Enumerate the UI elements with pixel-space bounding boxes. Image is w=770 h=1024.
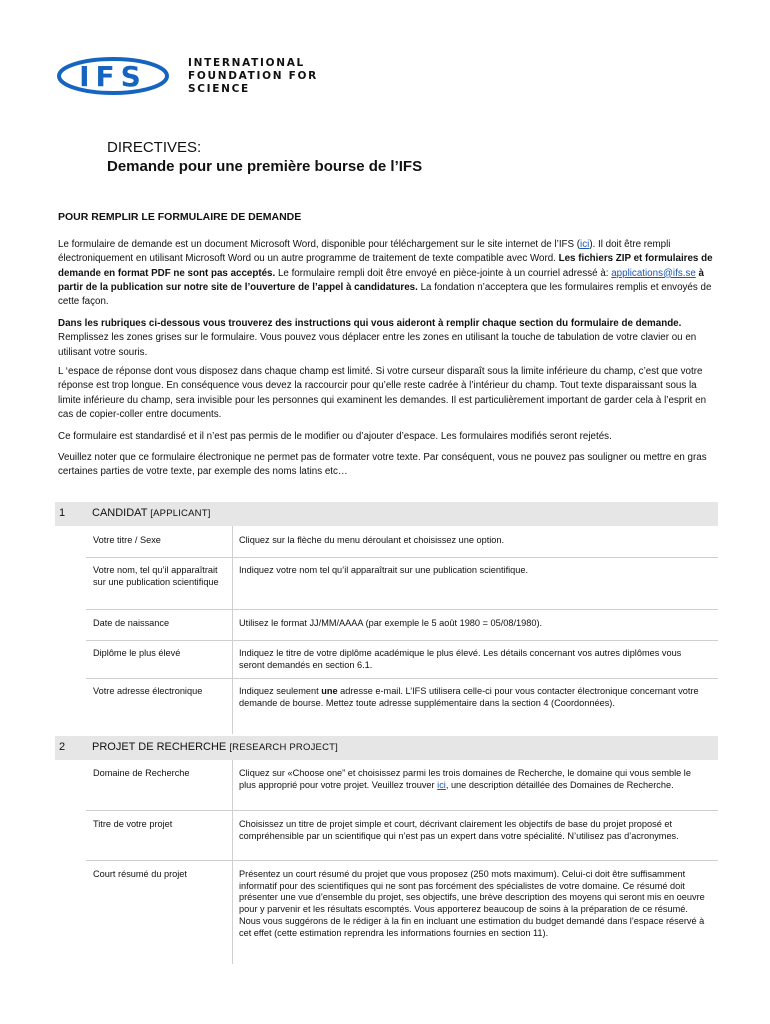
field-label: Court résumé du projet bbox=[93, 869, 187, 879]
column-divider bbox=[232, 526, 233, 557]
text-span: , une description détaillée des Domaines de Recherche. bbox=[445, 779, 674, 790]
instructions-paragraph-2 bbox=[58, 317, 718, 360]
table-row bbox=[86, 526, 718, 558]
section-header-projet bbox=[55, 736, 718, 760]
table-row bbox=[86, 640, 718, 679]
field-instruction: Indiquez votre nom tel qu’il apparaîtrait sur une publication scientifique. bbox=[239, 565, 529, 575]
organization-name-line: FOUNDATION FOR bbox=[188, 70, 318, 82]
download-link[interactable]: ici bbox=[580, 239, 590, 250]
field-label: Titre de votre projet bbox=[93, 819, 173, 829]
organization-name-line: INTERNATIONAL bbox=[188, 57, 305, 69]
document-header bbox=[107, 138, 422, 177]
field-label: Date de naissance bbox=[93, 618, 170, 628]
ifs-logo-text: IFS bbox=[79, 60, 147, 93]
field-instruction: Utilisez le format JJ/MM/AAAA (par exemple le 5 août 1980 = 05/08/1980). bbox=[239, 618, 543, 628]
column-divider bbox=[232, 860, 233, 964]
column-divider bbox=[232, 609, 233, 640]
ifs-logo bbox=[57, 55, 169, 97]
text-span: Le formulaire rempli doit être envoyé en pièce-jointe à un courriel adressé à: bbox=[275, 267, 612, 279]
field-label: Diplôme le plus élevé bbox=[93, 648, 181, 658]
table-row bbox=[86, 860, 718, 964]
section-title-text: CANDIDAT bbox=[92, 507, 148, 519]
field-instruction: Choisissez un titre de projet simple et court, décrivant clairement les objectifs de base du projet proposé et compréhensible par un scientifique qui n’est pas un expert dans votre spécialité. N’utilisez pas d’acronymes. bbox=[239, 819, 679, 841]
text-span: Indiquez seulement bbox=[239, 686, 322, 696]
section-title bbox=[92, 507, 211, 519]
text-span: ). Il doit être rempli électroniquement en utilisant Microsoft Word ou un autre programme de traitement de texte compatible avec Word. bbox=[58, 239, 671, 265]
instructions-paragraph-5: Veuillez noter que ce formulaire électronique ne permet pas de formater votre texte. Par conséquent, vous ne pouvez pas souligner ou mettre en gras certaines parties de votre texte, par exemple des noms latins etc… bbox=[58, 452, 707, 478]
section-title-text: PROJET DE RECHERCHE bbox=[92, 741, 227, 753]
column-divider bbox=[232, 557, 233, 609]
field-label: Domaine de Recherche bbox=[93, 768, 190, 778]
bold-text: Dans les rubriques ci-dessous vous trouverez des instructions qui vous aideront à remplir chaque section du formulaire de demande. bbox=[58, 318, 682, 329]
section-number: 2 bbox=[59, 741, 66, 753]
section-subtitle: [RESEARCH PROJECT] bbox=[229, 742, 338, 753]
text-span: La fondation n’acceptera que les formulaires remplis et envoyés de cette façon. bbox=[58, 281, 712, 308]
organization-name-line: SCIENCE bbox=[188, 83, 250, 95]
section-number: 1 bbox=[59, 507, 66, 519]
column-divider bbox=[232, 810, 233, 860]
document-title: Demande pour une première bourse de l’IFS bbox=[107, 158, 423, 175]
field-instruction bbox=[239, 686, 709, 709]
section-subtitle: [APPLICANT] bbox=[150, 508, 211, 519]
research-domains-link[interactable]: ici bbox=[437, 779, 446, 790]
field-instruction: Indiquez le titre de votre diplôme académique le plus élevé. Les détails concernant vos autres diplômes vous seront demandés en section 6.1. bbox=[239, 648, 682, 670]
field-label: Votre adresse électronique bbox=[93, 686, 203, 696]
field-instruction: Présentez un court résumé du projet que vous proposez (250 mots maximum). Celui-ci doit être suffisamment informatif pour des scientifiques qui ne sont pas forcément des spécialistes de votre domaine. Ce résumé doit présenter une vue d’ensemble du projet, ses objectifs, une brève description des moyens qui seront mis en oeuvre pour y parvenir et les résultats escomptés. Vous apporterez beaucoup de soins à la préparation de ce résumé. Nous vous suggérons de le rédiger à la fin en incluant une estimation du budget demandé dans l’espace réservé à cet effet (cette estimation reprendra les informations fournies en section 11). bbox=[239, 869, 705, 938]
column-divider bbox=[232, 678, 233, 734]
bold-text: Les fichiers ZIP et formulaires de demande en format PDF ne sont pas acceptés. bbox=[58, 253, 713, 279]
text-span: Remplissez les zones grises sur le formulaire. Vous pouvez vous déplacer entre les zones en utilisant la touche de tabulation de votre clavier ou en utilisant votre souris. bbox=[58, 332, 697, 358]
table-row bbox=[86, 609, 718, 641]
text-span: Le formulaire de demande est un document Microsoft Word, disponible pour téléchargement sur le site internet de l’IFS ( bbox=[58, 239, 581, 250]
text-span: adresse e-mail. L’IFS utilisera celle-ci pour vous contacter électronique concernant votre demande de bourse. Mettez toute adresse supplémentaire dans la section 4 (Coordonnées). bbox=[239, 686, 699, 708]
instructions-paragraph-3: L ‘espace de réponse dont vous disposez dans chaque champ est limité. Si votre curseur disparaît sous la limite inférieure du champ, c’est que votre réponse est trop longue. En conséquence vous devez la raccourcir pour qu’elle reste cadrée à l’intérieur du champ. Tout texte disparaissant sous la limite inférieure du champ, sera invisible pour les personnes qui examinent les demandes. Il est particulièrement important de garder cela à l’esprit en cas de copier-coller entre documents. bbox=[58, 366, 707, 420]
table-row bbox=[86, 760, 718, 811]
instructions-heading: POUR REMPLIR LE FORMULAIRE DE DEMANDE bbox=[58, 211, 302, 223]
column-divider bbox=[232, 640, 233, 678]
table-row bbox=[86, 678, 718, 734]
instructions-paragraph-4: Ce formulaire est standardisé et il n’est pas permis de le modifier ou d’ajouter d’espace. Les formulaires modifiés seront rejetés. bbox=[58, 431, 612, 442]
bold-text: une bbox=[321, 686, 338, 696]
text-span: Cliquez sur «Choose one” et choisissez parmi les trois domaines de Recherche, le domaine qui vous semble le plus approprié pour votre projet. Veuillez trouver bbox=[239, 768, 691, 790]
table-row bbox=[86, 810, 718, 861]
section-header-candidat bbox=[55, 502, 718, 526]
field-label: Votre titre / Sexe bbox=[93, 535, 161, 545]
column-divider bbox=[232, 760, 233, 810]
field-label: Votre nom, tel qu’il apparaîtrait sur une publication scientifique bbox=[93, 565, 219, 587]
email-link[interactable]: applications@ifs.se bbox=[611, 267, 696, 279]
field-instruction: Cliquez sur la flèche du menu déroulant et choisissez une option. bbox=[239, 535, 505, 545]
section-title bbox=[92, 741, 338, 753]
organization-name bbox=[188, 57, 318, 96]
document-kicker: DIRECTIVES: bbox=[107, 139, 202, 156]
instructions-paragraph-1 bbox=[58, 238, 718, 309]
table-row bbox=[86, 557, 718, 610]
bold-text: à partir de la publication sur notre site de l’ouverture de l’appel à candidatures. bbox=[58, 267, 704, 293]
field-instruction bbox=[239, 768, 709, 791]
